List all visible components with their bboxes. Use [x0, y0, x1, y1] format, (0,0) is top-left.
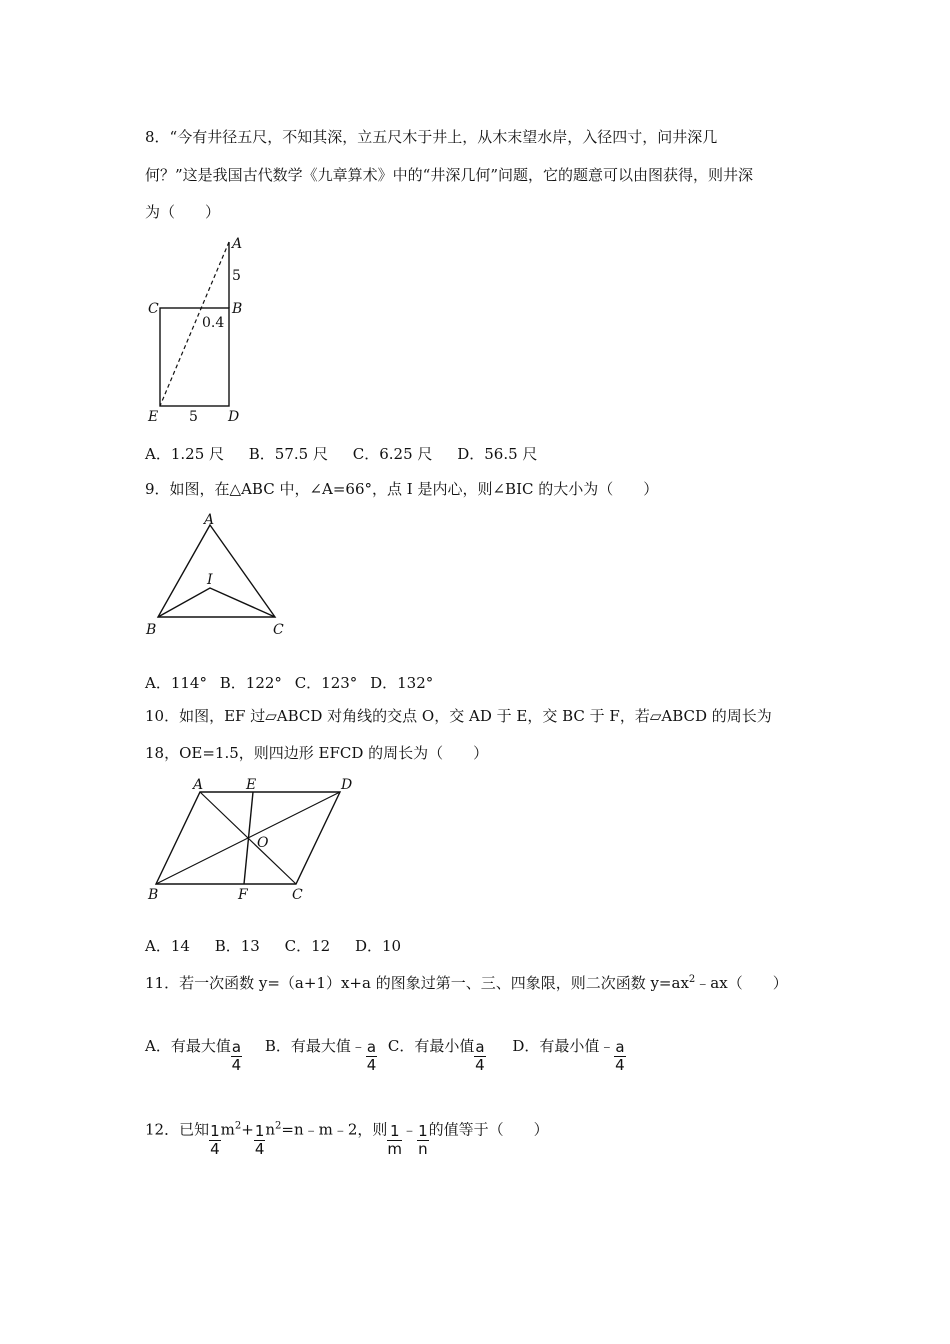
- label-d: D: [228, 409, 240, 425]
- q12-frac-one-over-n: [417, 1123, 429, 1158]
- q12-m: m: [220, 1120, 235, 1139]
- label-ab: 5: [232, 268, 241, 284]
- frac-num: a: [231, 1038, 242, 1056]
- label-a: A: [193, 777, 204, 793]
- label-d: D: [341, 777, 353, 793]
- frac-num: 1: [418, 1122, 428, 1140]
- frac-num: 1: [387, 1123, 402, 1141]
- frac-den: 4: [254, 1140, 265, 1158]
- q12-m-sup: 2: [234, 1120, 242, 1132]
- q11-option-d[interactable]: [512, 1036, 625, 1074]
- q11-option-a[interactable]: [145, 1036, 247, 1074]
- frac-num: a: [615, 1038, 625, 1056]
- label-ed: 5: [189, 409, 198, 425]
- q11-option-d-label: D．有最小值﹣: [512, 1036, 615, 1055]
- q9-option-b[interactable]: B．122°: [219, 674, 282, 692]
- q12-n: n: [265, 1120, 276, 1139]
- q10-figure: [140, 772, 370, 907]
- q11-stem-sup: 2: [688, 974, 696, 985]
- q10-option-c[interactable]: C．12: [284, 937, 331, 955]
- q12-post: 的值等于（ ）: [428, 1120, 549, 1139]
- q8-line3: 为（ ）: [145, 203, 221, 221]
- label-b: B: [232, 301, 243, 317]
- q12-pre: 12．已知: [145, 1120, 210, 1139]
- label-a: A: [232, 236, 243, 252]
- q11-option-a-frac: [231, 1039, 242, 1074]
- q11-option-c-frac: [474, 1039, 485, 1074]
- q11-option-b[interactable]: [264, 1036, 382, 1074]
- triangle-abc: [158, 525, 275, 617]
- frac-den: m: [387, 1140, 403, 1158]
- q12-stem: [145, 1113, 549, 1158]
- q11-option-d-frac: [614, 1039, 625, 1074]
- q12-frac-quarter-m: [209, 1123, 221, 1158]
- label-cb: 0.4: [202, 315, 225, 331]
- q11-options: [145, 1029, 626, 1074]
- frac-den: 4: [615, 1056, 625, 1074]
- q10-options: [145, 936, 421, 956]
- frac-den: n: [418, 1140, 428, 1158]
- q10-option-a[interactable]: A．14: [145, 937, 190, 955]
- segment-ef: [244, 792, 253, 884]
- q12-mid: =n﹣m﹣2，则: [281, 1120, 388, 1139]
- frac-den: 4: [231, 1056, 242, 1074]
- q9-line1: 9．如图，在△ABC 中，∠A=66°，点 I 是内心，则∠BIC 的大小为（ ）: [145, 480, 659, 498]
- q8-line2: 何？”这是我国古代数学《九章算术》中的“井深几何”问题，它的题意可以由图获得，则井深: [145, 166, 754, 184]
- label-i: I: [207, 572, 213, 588]
- q8-line1: 8．“今有井径五尺，不知其深，立五尺木于井上，从木末望水岸，入径四寸，问井深几: [145, 128, 718, 146]
- q12-frac-one-over-m: [387, 1123, 402, 1158]
- q10-option-b[interactable]: B．13: [214, 937, 260, 955]
- q8-option-d[interactable]: D．56.5 尺: [457, 445, 538, 463]
- q9-options: [145, 673, 453, 693]
- label-e: E: [148, 409, 159, 425]
- q8-figure: [140, 232, 260, 432]
- q9-figure: [140, 510, 300, 640]
- label-e: E: [246, 777, 257, 793]
- q11-stem-text: 11．若一次函数 y=（a+1）x+a 的图象过第一、三、四象限，则二次函数 y=ax: [145, 974, 689, 992]
- q11-option-c-label: C．有最小值: [387, 1036, 475, 1055]
- q11-option-c[interactable]: [387, 1036, 490, 1074]
- label-a: A: [204, 512, 215, 528]
- q12-minus: ﹣: [402, 1120, 418, 1139]
- q12-n-sup: 2: [275, 1120, 282, 1132]
- label-c: C: [292, 887, 303, 903]
- q11-option-a-label: A．有最大值: [145, 1036, 231, 1055]
- frac-num: a: [366, 1038, 377, 1056]
- label-c: C: [273, 622, 284, 638]
- frac-num: 1: [210, 1122, 220, 1140]
- q10-option-d[interactable]: D．10: [354, 937, 402, 955]
- q12-plus: +: [241, 1120, 254, 1139]
- q8-options: [145, 444, 557, 464]
- q11-stem-tail: ﹣ax（ ）: [695, 974, 788, 992]
- q10-line1: 10．如图，EF 过▱ABCD 对角线的交点 O，交 AD 于 E，交 BC 于 F，若▱ABCD 的周长为: [145, 707, 772, 725]
- frac-num: 1: [254, 1122, 265, 1140]
- q9-option-c[interactable]: C．123°: [294, 674, 358, 692]
- q11-option-b-label: B．有最大值﹣: [264, 1036, 366, 1055]
- q8-option-b[interactable]: B．57.5 尺: [248, 445, 328, 463]
- q9-option-d[interactable]: D．132°: [370, 674, 434, 692]
- q9-option-a[interactable]: A．114°: [145, 674, 207, 692]
- q12-frac-quarter-n: [254, 1123, 266, 1158]
- frac-den: 4: [210, 1140, 220, 1158]
- q11-stem: [145, 970, 788, 993]
- label-c: C: [148, 301, 159, 317]
- q8-option-c[interactable]: C．6.25 尺: [352, 445, 433, 463]
- label-f: F: [238, 887, 248, 903]
- q10-line2: 18，OE=1.5，则四边形 EFCD 的周长为（ ）: [145, 744, 489, 762]
- q11-option-b-frac: [366, 1039, 377, 1074]
- label-b: B: [148, 887, 159, 903]
- label-o: O: [257, 835, 269, 851]
- frac-num: a: [475, 1038, 485, 1056]
- label-b: B: [146, 622, 157, 638]
- q8-option-a[interactable]: A．1.25 尺: [145, 445, 224, 463]
- frac-den: 4: [366, 1056, 377, 1074]
- frac-den: 4: [475, 1056, 485, 1074]
